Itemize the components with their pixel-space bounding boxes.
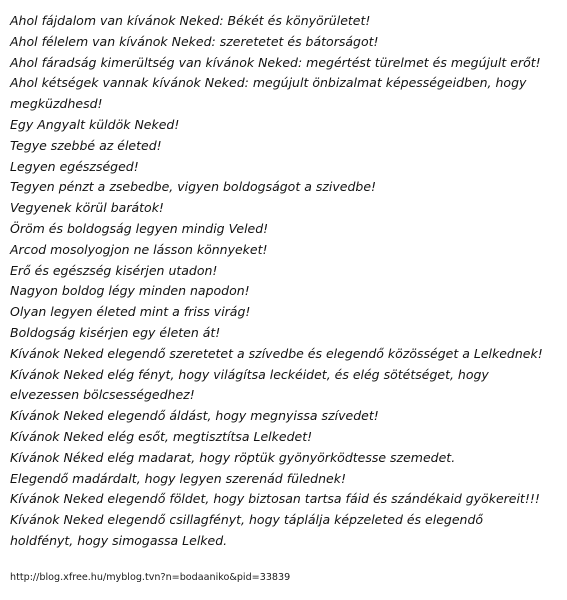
poem-text bbox=[10, 11, 562, 552]
poem-line: Ahol fáradság kimerültség van kívánok Neked: megértést türelmet és megújult erőt! bbox=[10, 54, 541, 70]
poem-line: Kívánok Néked elég madarat, hogy röptük gyönyörködtesse szemedet. bbox=[10, 449, 456, 465]
poem-line: Kívánok Neked elegendő szeretetet a szívedbe és elegendő közösséget a Lelkednek! bbox=[10, 345, 543, 361]
poem-line: Kívánok Neked elegendő csillagfényt, hogy táplálja képzeleted és elegendő bbox=[10, 512, 484, 528]
source-url: http://blog.xfree.hu/myblog.tvn?n=bodaaniko&pid=33839 bbox=[10, 572, 291, 583]
poem-line: Öröm és boldogság legyen mindig Veled! bbox=[10, 220, 269, 236]
poem-line: Olyan legyen életed mint a friss virág! bbox=[10, 304, 251, 320]
poem-line: Tegyen pénzt a zsebedbe, vigyen boldogságot a szivedbe! bbox=[10, 179, 377, 195]
poem-line: Ahol félelem van kívánok Neked: szeretetet és bátorságot! bbox=[10, 33, 379, 49]
poem-line: Tegye szebbé az életed! bbox=[10, 137, 162, 153]
poem-line: Ahol kétségek vannak kívánok Neked: megújult önbizalmat képességeidben, hogy bbox=[10, 75, 527, 91]
poem-line: Erő és egészség kisérjen utadon! bbox=[10, 262, 218, 278]
poem-line: Ahol fájdalom van kívánok Neked: Békét és könyörületet! bbox=[10, 13, 371, 28]
poem-line: Boldogság kisérjen egy életen át! bbox=[10, 324, 221, 340]
poem-line: Elegendő madárdalt, hogy legyen szerenád fülednek! bbox=[10, 470, 346, 486]
poem-line: holdfényt, hogy simogassa Lelked. bbox=[10, 532, 228, 548]
poem-line: Kívánok Neked elég esőt, megtisztítsa Lelkedet! bbox=[10, 428, 313, 444]
poem-line: megküzdhesd! bbox=[10, 96, 103, 112]
poem-line: Nagyon boldog légy minden napodon! bbox=[10, 283, 250, 299]
poem-line: Vegyenek körül barátok! bbox=[10, 200, 164, 216]
poem-line: Kívánok Neked elég fényt, hogy világítsa leckéidet, és elég sötétséget, hogy bbox=[10, 366, 489, 382]
poem-line: elvezessen bölcsességedhez! bbox=[10, 387, 195, 403]
poem-line: Legyen egészséged! bbox=[10, 158, 139, 174]
poem-line: Kívánok Neked elegendő földet, hogy biztosan tartsa fáid és szándékaid gyökereit!!! bbox=[10, 491, 540, 507]
poem-line: Egy Angyalt küldök Neked! bbox=[10, 116, 180, 132]
poem-line: Kívánok Neked elegendő áldást, hogy megnyissa szívedet! bbox=[10, 408, 379, 424]
poem-line: Arcod mosolyogjon ne lásson könnyeket! bbox=[10, 241, 268, 257]
